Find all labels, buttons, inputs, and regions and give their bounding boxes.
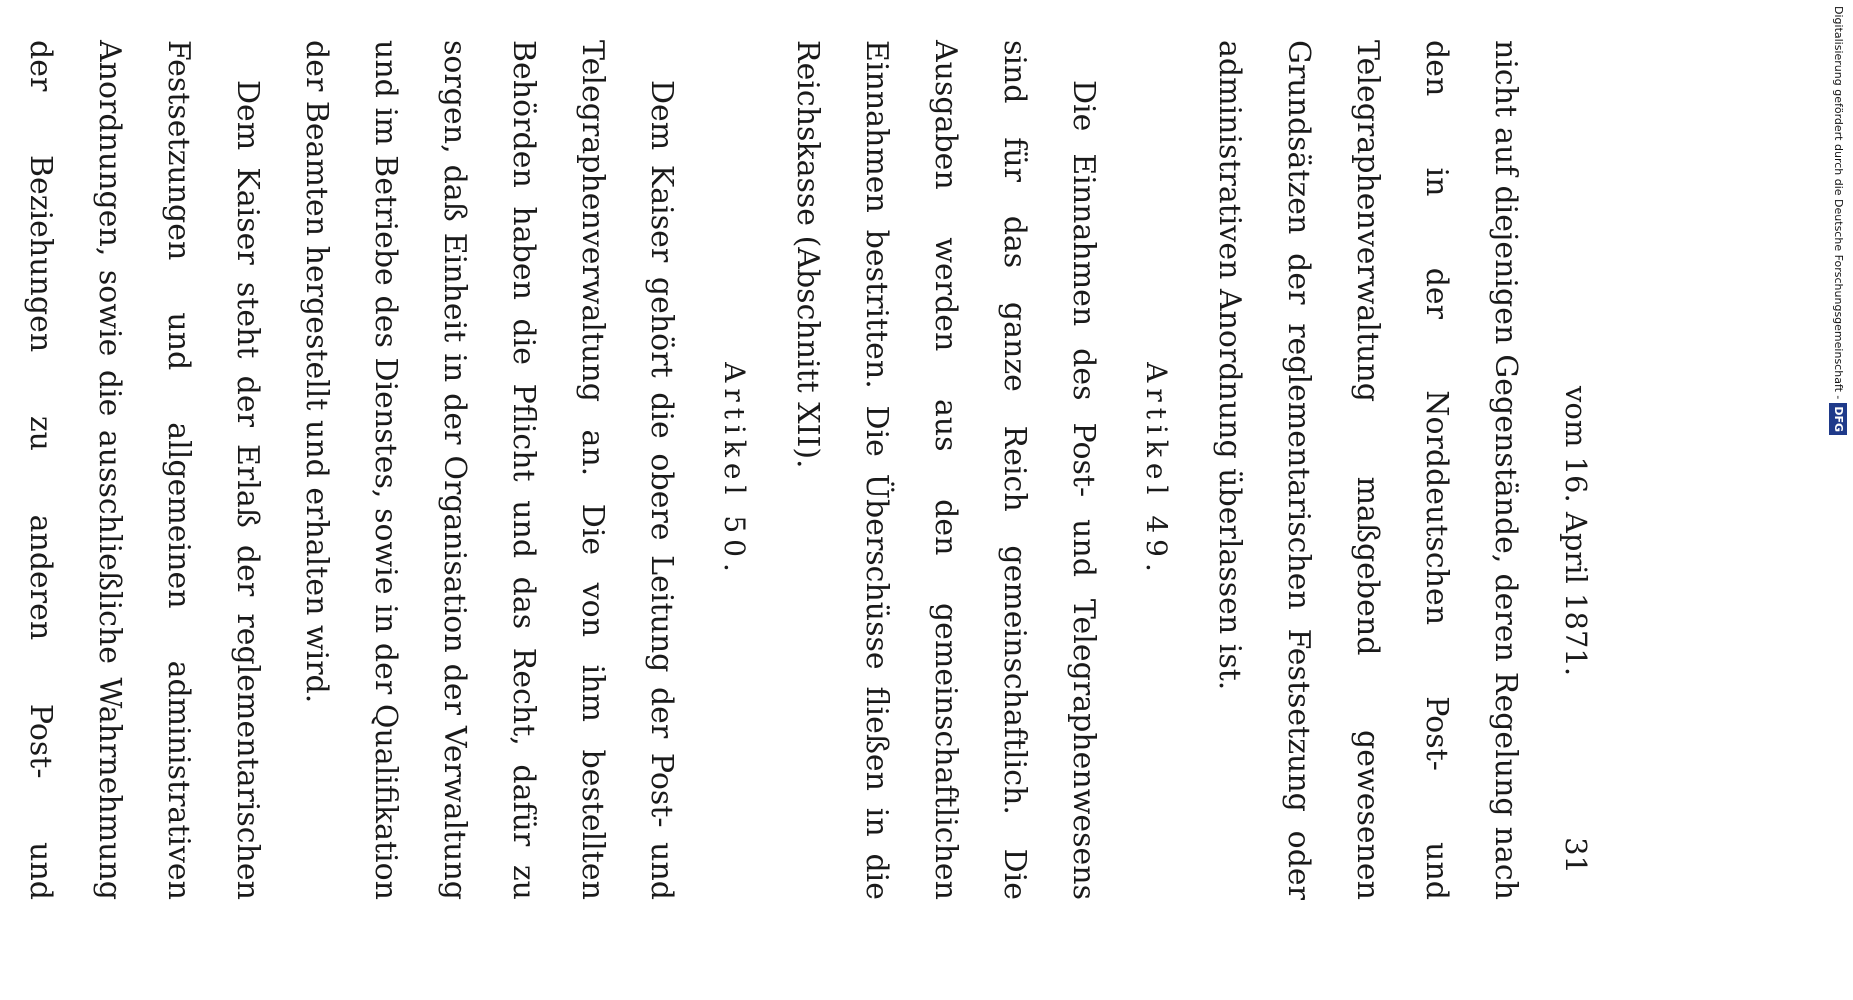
- article-50-paragraph-1: Dem Kaiser gehört die obere Leitung der Post- und Telegraphenverwaltung an. Die von ihm bestellten Behörden haben die Pflicht und das Recht, dafür zu sorgen, daß Einheit in der Organisation der Verwaltung und im Betriebe des Dienstes, sowie in der Qualifikation der Beamten hergestellt und erhalten wird.: [299, 40, 679, 900]
- article-49-heading: Artikel 49.: [1140, 362, 1173, 578]
- digitization-note-text: Digitalisierung gefördert durch die Deutsche Forschungsgemeinschaft -: [1832, 6, 1845, 400]
- article-50-heading: Artikel 50.: [718, 362, 751, 578]
- digitization-note-text-wrapper: [1829, 6, 1847, 986]
- article-50-paragraph-2: [0, 40, 282, 900]
- page-number: 31: [1559, 837, 1593, 874]
- paragraph-continuation: nicht auf diejenigen Gegenstände, deren Regelung nach den in der Norddeutschen Post- und Telegraphenverwaltung maßgebend gewesenen Grundsätzen der reglementarischen Festsetzung oder administrativen Anordnung überlassen ist.: [1212, 40, 1523, 900]
- article-49-text: Die Einnahmen des Post- und Telegraphenwesens sind für das ganze Reich gemeinschaftlich. Die Ausgaben werden aus den gemeinschaftlichen Einnahmen bestritten. Die Überschüsse fließen in die Reichskasse (Abschnitt XII).: [790, 40, 1101, 900]
- page-title: vom 16. April 1871.: [1559, 386, 1593, 677]
- article-50-paragraph-2-text: Dem Kaiser steht der Erlaß der reglementarischen Festsetzungen und allgemeinen administrativen Anordnungen, sowie die ausschließliche Wahrnehmung der Beziehungen zu anderen Post- und: [23, 40, 265, 900]
- digitization-note: [1827, 6, 1847, 996]
- dfg-logo: DFG: [1829, 403, 1847, 435]
- rotated-page: [23, 40, 1610, 900]
- page-header: [1540, 40, 1610, 900]
